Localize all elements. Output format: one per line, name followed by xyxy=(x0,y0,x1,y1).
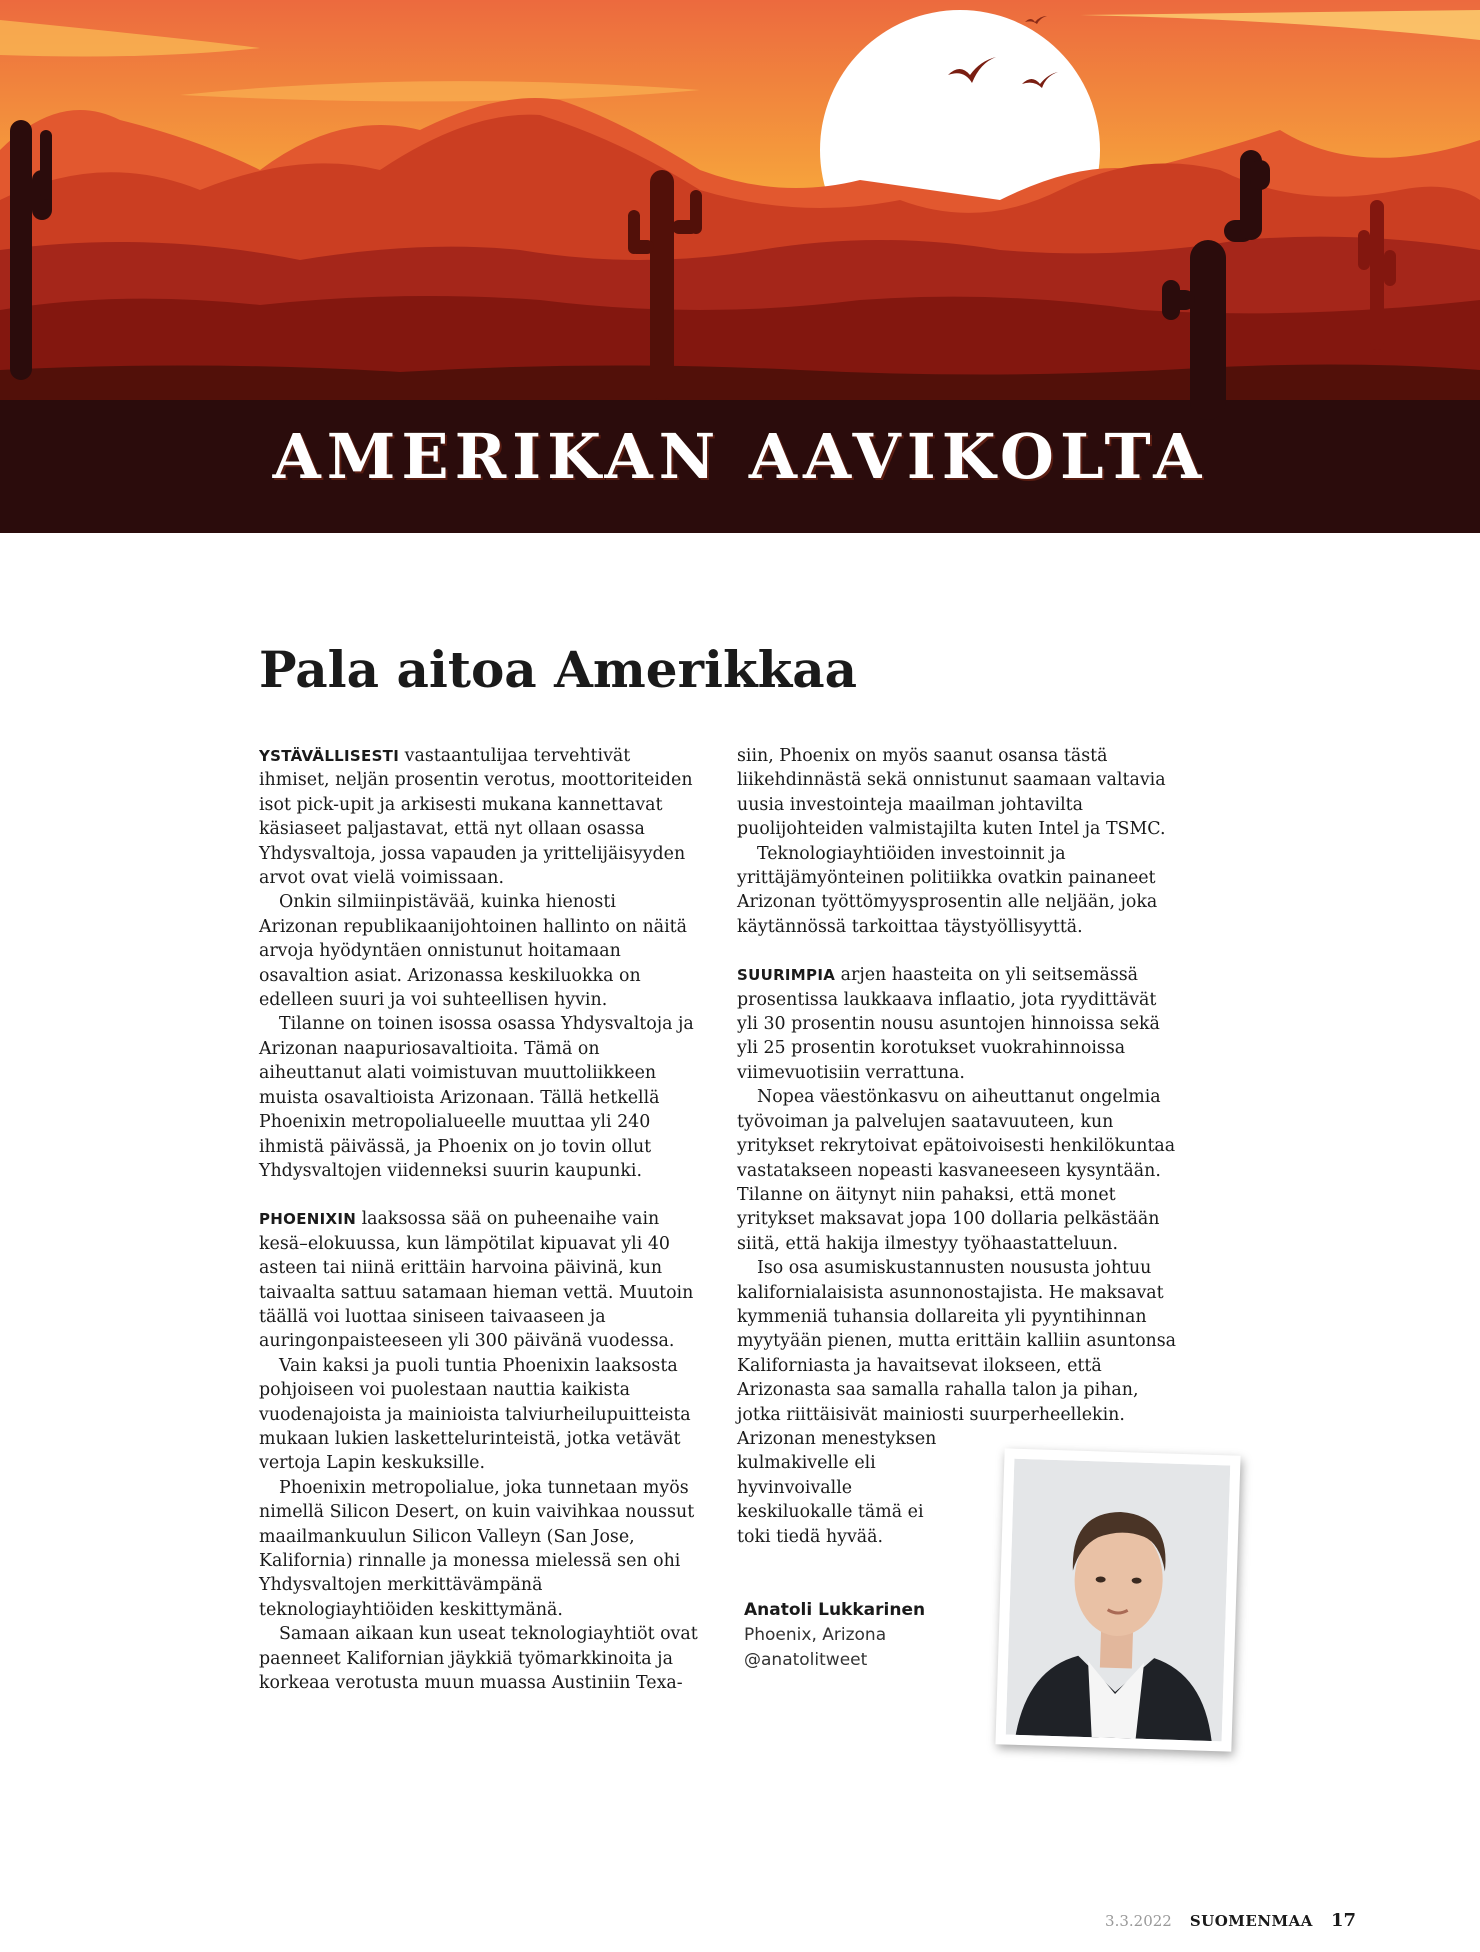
author-byline xyxy=(744,1598,925,1673)
article-column-right xyxy=(737,744,1177,1549)
author-portrait-image xyxy=(1006,1459,1231,1742)
article-column-left xyxy=(259,744,699,1695)
paragraph: Arizonan menestyksen kulmakivelle eli hyvinvoivalle keskiluokalle tämä ei toki tiedä hyvää. xyxy=(737,1428,937,1547)
issue-date: 3.3.2022 xyxy=(1105,1912,1172,1930)
paragraph: PHOENIXIN laaksossa sää on puheenaihe vain kesä–elokuussa, kun lämpötilat kipuavat yli 40 asteen tai niinä erittäin harvoina päivinä, kun taivaalta sattuu satamaan hieman vettä. Muutoin täällä voi luottaa siniseen taivaaseen ja auringonpaisteeseen yli 300 päivänä vuodessa. xyxy=(259,1209,694,1352)
paragraph: Nopea väestönkasvu on aiheuttanut ongelmia työvoiman ja palvelujen saatavuuteen, kun yritykset rekrytoivat epätoivoisesti henkilökuntaa vastatakseen nopeasti kasvaneeseen kysyntään. Tilanne on äitynyt niin pahaksi, että monet yritykset maksavat jopa 100 dollaria pelkästään siitä, että hakija ilmestyy työhaastatteluun. xyxy=(737,1087,1176,1254)
paragraph: Vain kaksi ja puoli tuntia Phoenixin laaksosta pohjoiseen voi puolestaan nauttia kaikista vuodenajoista ja mainioista talviurheilupuitteista mukaan lukien laskettelurinteistä, jotka vetävät vertoja Lapin keskuksille. xyxy=(259,1355,691,1474)
paragraph: Iso osa asumiskustannusten noususta johtuu kalifornialaisista asunnonostajista. He maksavat kymmeniä tuhansia dollareita yli pyyntihinnan myytyään pienen, mutta erittäin kalliin asuntonsa Kaliforniasta ja havaitsevat ilokseen, että Arizonasta saa samalla rahalla talon ja pihan, jotka riittäisivät mainiosti suurperheellekin. xyxy=(737,1258,1177,1425)
publication-name: SUOMENMAA xyxy=(1189,1912,1313,1930)
author-photo xyxy=(995,1448,1240,1751)
paragraph: Onkin silmiinpistävää, kuinka hienosti Arizonan republikaanijohtoinen hallinto on näitä arvoja hyödyntäen onnistunut hoitamaan osavaltion asiat. Arizonassa keskiluokka on edelleen suuri ja voi suhteellisen hyvin. xyxy=(259,892,688,1011)
page-number: 17 xyxy=(1330,1910,1356,1931)
author-handle: @anatolitweet xyxy=(744,1650,868,1670)
paragraph-kicker: PHOENIXIN xyxy=(259,1210,357,1229)
section-title: AMERIKAN AAVIKOLTA xyxy=(272,420,1208,493)
article-headline: Pala aitoa Amerikkaa xyxy=(259,640,858,699)
paragraph: Tilanne on toinen isossa osassa Yhdysvaltoja ja Arizonan naapuriosavaltioita. Tämä on aiheuttanut alati voimistuvan muuttoliikkeen muista osavaltioista Arizonaan. Tällä hetkellä Phoenixin metropolialueelle muuttaa yli 240 ihmistä päivässä, ja Phoenix on jo tovin ollut Yhdysvaltojen viidenneksi suurin kaupunki. xyxy=(259,1014,694,1181)
page-footer xyxy=(1105,1910,1356,1931)
paragraph: siin, Phoenix on myös saanut osansa tästä liikehdinnästä sekä onnistunut saamaan valtavia uusia investointeja maailman johtavilta puolijohteiden valmistajilta kuten Intel ja TSMC. xyxy=(737,746,1166,840)
author-name: Anatoli Lukkarinen xyxy=(744,1600,926,1620)
author-location: Phoenix, Arizona xyxy=(744,1625,887,1645)
paragraph-kicker: SUURIMPIA xyxy=(737,966,836,985)
paragraph: YSTÄVÄLLISESTI vastaantulijaa tervehtivät ihmiset, neljän prosentin verotus, moottoriteiden isot pick-upit ja arkisesti mukana kannettavat käsiaseet paljastavat, että nyt ollaan osassa Yhdysvaltoja, jossa vapauden ja yrittelijäisyyden arvot ovat vielä voimissaan. xyxy=(259,746,693,889)
paragraph: Samaan aikaan kun useat teknologiayhtiöt ovat paenneet Kalifornian jäykkiä työmarkkinoita ja korkeaa verotusta muun muassa Austiniin Texa- xyxy=(259,1624,698,1694)
paragraph-kicker: YSTÄVÄLLISESTI xyxy=(259,747,400,765)
paragraph: Phoenixin metropolialue, joka tunnetaan myös nimellä Silicon Desert, on kuin vaivihkaa noussut maailmankuulun Silicon Valleyn (San Jose, Kalifornia) rinnalle ja monessa mielessä sen ohi Yhdysvaltojen merkittävämpänä teknologiayhtiöiden keskittymänä. xyxy=(259,1477,695,1620)
paragraph: Teknologiayhtiöiden investoinnit ja yrittäjämyönteinen politiikka ovatkin painaneet Arizonan työttömyysprosentin alle neljään, joka käytännössä tarkoittaa täystyöllisyyttä. xyxy=(737,843,1158,937)
paragraph: SUURIMPIA arjen haasteita on yli seitsemässä prosentissa laukkaava inflaatio, jota ryydittävät yli 30 prosentin nousu asuntojen hinnoissa sekä yli 25 prosentin korotukset vuokrahinnoissa viimevuotisiin verrattuna. xyxy=(737,965,1160,1083)
